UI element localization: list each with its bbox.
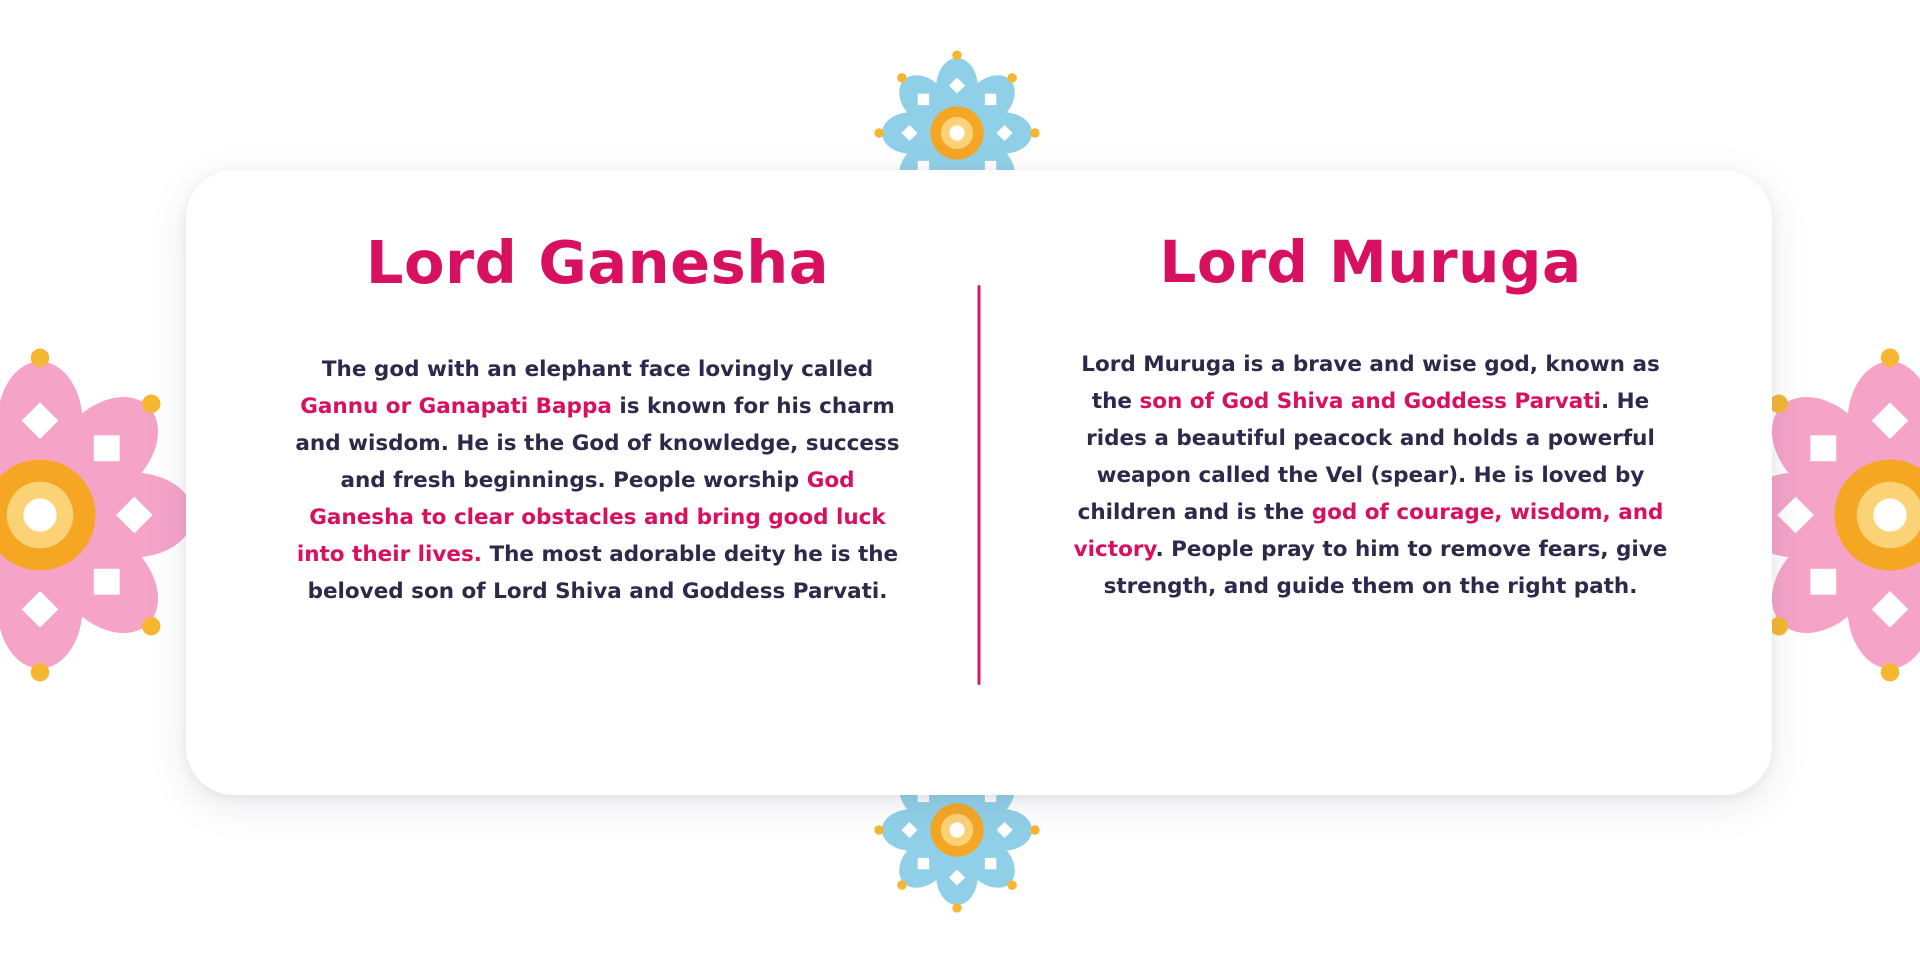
column-lord-ganesha	[186, 170, 979, 795]
highlighted-text: god of courage, wisdom, and victory	[1073, 499, 1664, 562]
content-card	[186, 170, 1772, 795]
column-lord-muruga	[979, 170, 1772, 795]
body-text-segment: The most adorable deity he is the beloved son of Lord Shiva and Goddess Parvati.	[307, 541, 899, 604]
body-text-segment: . He rides a beautiful peacock and holds a powerful weapon called the Vel (spear). He is loved by children and is the	[1077, 388, 1655, 525]
body-text-segment: is known for his charm and wisdom. He is the God of knowledge, success and fresh beginnings. People worship	[295, 393, 900, 493]
body-text-segment: Lord Muruga is a brave and wise god, known as the	[1081, 351, 1660, 414]
page-title-muruga: Lord Muruga	[1159, 228, 1582, 296]
page-title-ganesha: Lord Ganesha	[365, 228, 830, 297]
paragraph-ganesha	[286, 352, 909, 611]
highlighted-text: God Ganesha to clear obstacles and bring good luck into their lives.	[296, 467, 886, 567]
body-text-segment: The god with an elephant face lovingly called	[321, 356, 874, 382]
vertical-divider	[978, 285, 981, 685]
highlighted-text: son of God Shiva and Goddess Parvati	[1139, 388, 1601, 414]
highlighted-text: Gannu or Ganapati Bappa	[300, 393, 612, 419]
body-text-segment: . People pray to him to remove fears, give strength, and guide them on the right path.	[1103, 536, 1668, 599]
paragraph-muruga	[1071, 347, 1671, 606]
